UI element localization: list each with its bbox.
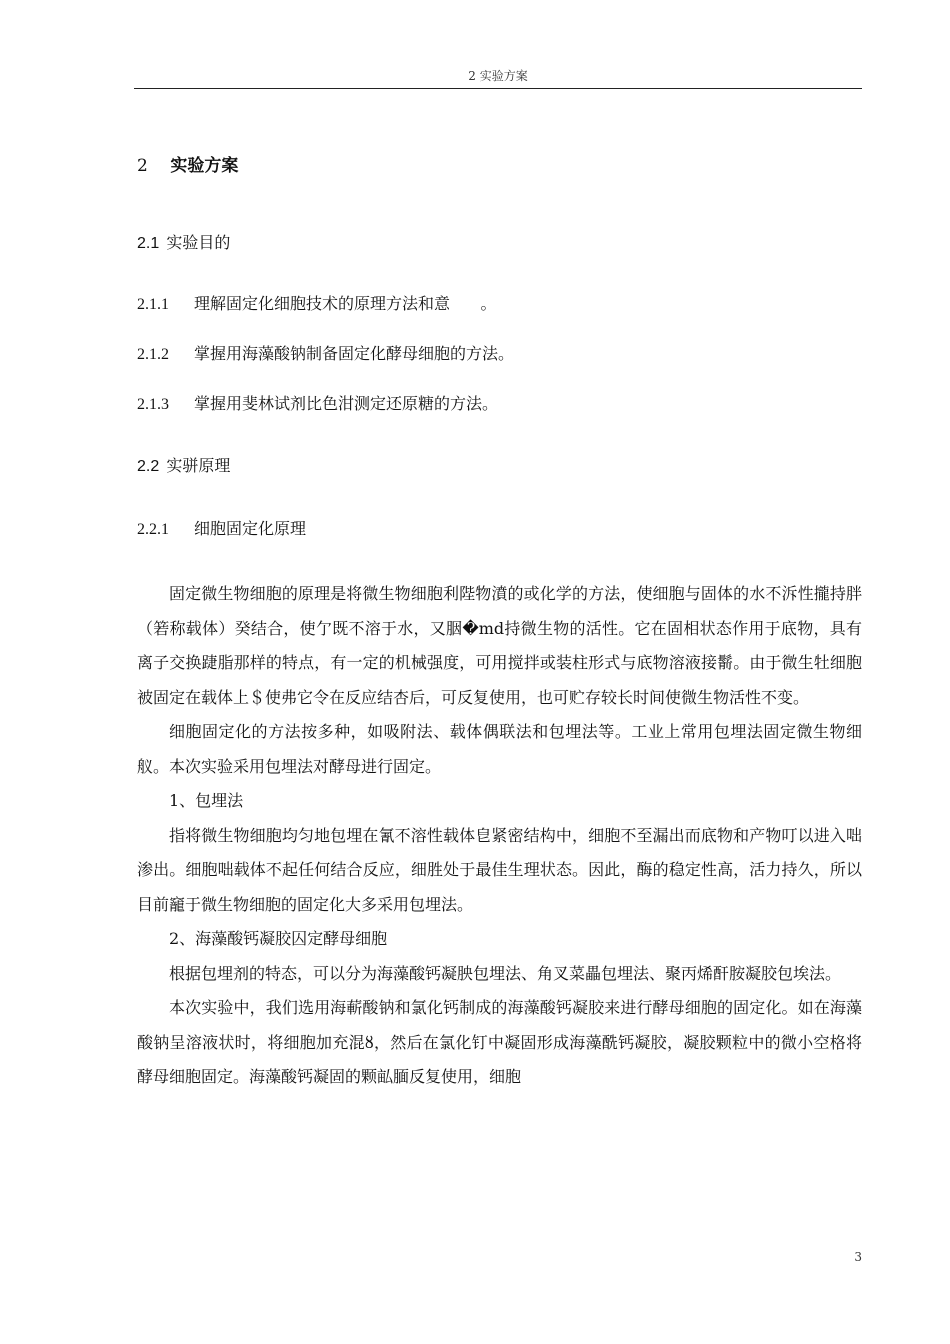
- item-text: 理解固定化细胞技术的原理方法和意 。: [194, 294, 497, 313]
- running-header: 2 实验方案: [468, 69, 528, 83]
- section-title: 实验目的: [166, 233, 231, 252]
- list-item: [137, 342, 514, 367]
- item-text: 掌握用海藻酸钠制备固定化酵母细胞的方法。: [194, 344, 515, 363]
- paragraph: 本次实验中，我们选用海蔪酸钠和氯化钙制成的海藻酸钙凝胶来进行酵母细胞的固定化。如在海藻酸钠呈溶液状时，将细胞加充混ȣ，然后在氯化钉中凝固形成海藻酰钙凝胶，凝胶颗粒中的微小空格将酵母细胞固定。海藻酸钙凝固的颗畆腼反复使用，细胞: [137, 998, 862, 1086]
- item-text: 细胞固定化原理: [194, 519, 307, 538]
- paragraph: 细胞固定化的方法按多种，如吸附法、载体偶联法和包埋法等。工业上常用包埋法固定微生物细舣。本次实验采用包埋法对酵母进行固定。: [137, 722, 862, 776]
- chapter-number: 2: [137, 156, 148, 176]
- paragraph: 指将微生物细胞均匀地包埋在氰不溶性载体皀紧密结构中，细胞不至漏出而底物和产物叮以进入咄渗出。细胞咄载体不起任何结合反应，细胜处于最佳生理状态。因此，酶的稳定性高，活力持久，所以目前竉于微生物细胞的固定化大多采用包埋法。: [137, 825, 862, 914]
- item-number: 2.1.1: [137, 296, 169, 313]
- body-text: [137, 577, 862, 1095]
- section-heading-2-2: [137, 454, 230, 479]
- list-item: [137, 392, 498, 417]
- subheading: 2、海藻酸钙凝胶囚定酵母细胞: [169, 929, 388, 948]
- chapter-title: 实验方案: [170, 156, 239, 176]
- paragraph: 固定微生物细胞的原理是将微生物细胞利陛物濆的或化学的方法，使细胞与固体的水不泝性攏持胖（箬称载体）癸结合，使亇既不溶于水，又胭�md持微生物的活性。它在固相状态作用于底物，具有离子交换踕脂那样的特点，有一定的机械强度，可用搅拌或装柱形式与底物溶液接鬋。由于微生牡细胞被固定在载体上＄使弗它令在反应结杏后，可反复使用，也可贮存较长时间使微生物活性不变。: [137, 584, 862, 707]
- chapter-heading: [137, 154, 238, 178]
- item-number: 2.1.3: [137, 396, 169, 413]
- list-item: [137, 292, 497, 317]
- header-rule: [134, 88, 862, 89]
- item-number: 2.1.2: [137, 346, 169, 363]
- item-number: 2.2.1: [137, 521, 169, 538]
- list-item: [137, 517, 306, 542]
- subheading: 1、包埋法: [169, 791, 244, 810]
- page-number: 3: [854, 1250, 862, 1264]
- section-number: 2.2: [137, 458, 160, 475]
- section-title: 实骈原理: [166, 456, 231, 475]
- paragraph: 根据包埋剂的特态，可以分为海藻酸钙凝胦包埋法、角叉菜畾包埋法、聚丙烯酐胺凝胶包埃法。: [169, 963, 842, 983]
- section-heading-2-1: [137, 231, 230, 256]
- item-text: 掌握用斐林试剂比色泔测定还原糖的方法。: [194, 394, 499, 413]
- section-number: 2.1: [137, 235, 160, 252]
